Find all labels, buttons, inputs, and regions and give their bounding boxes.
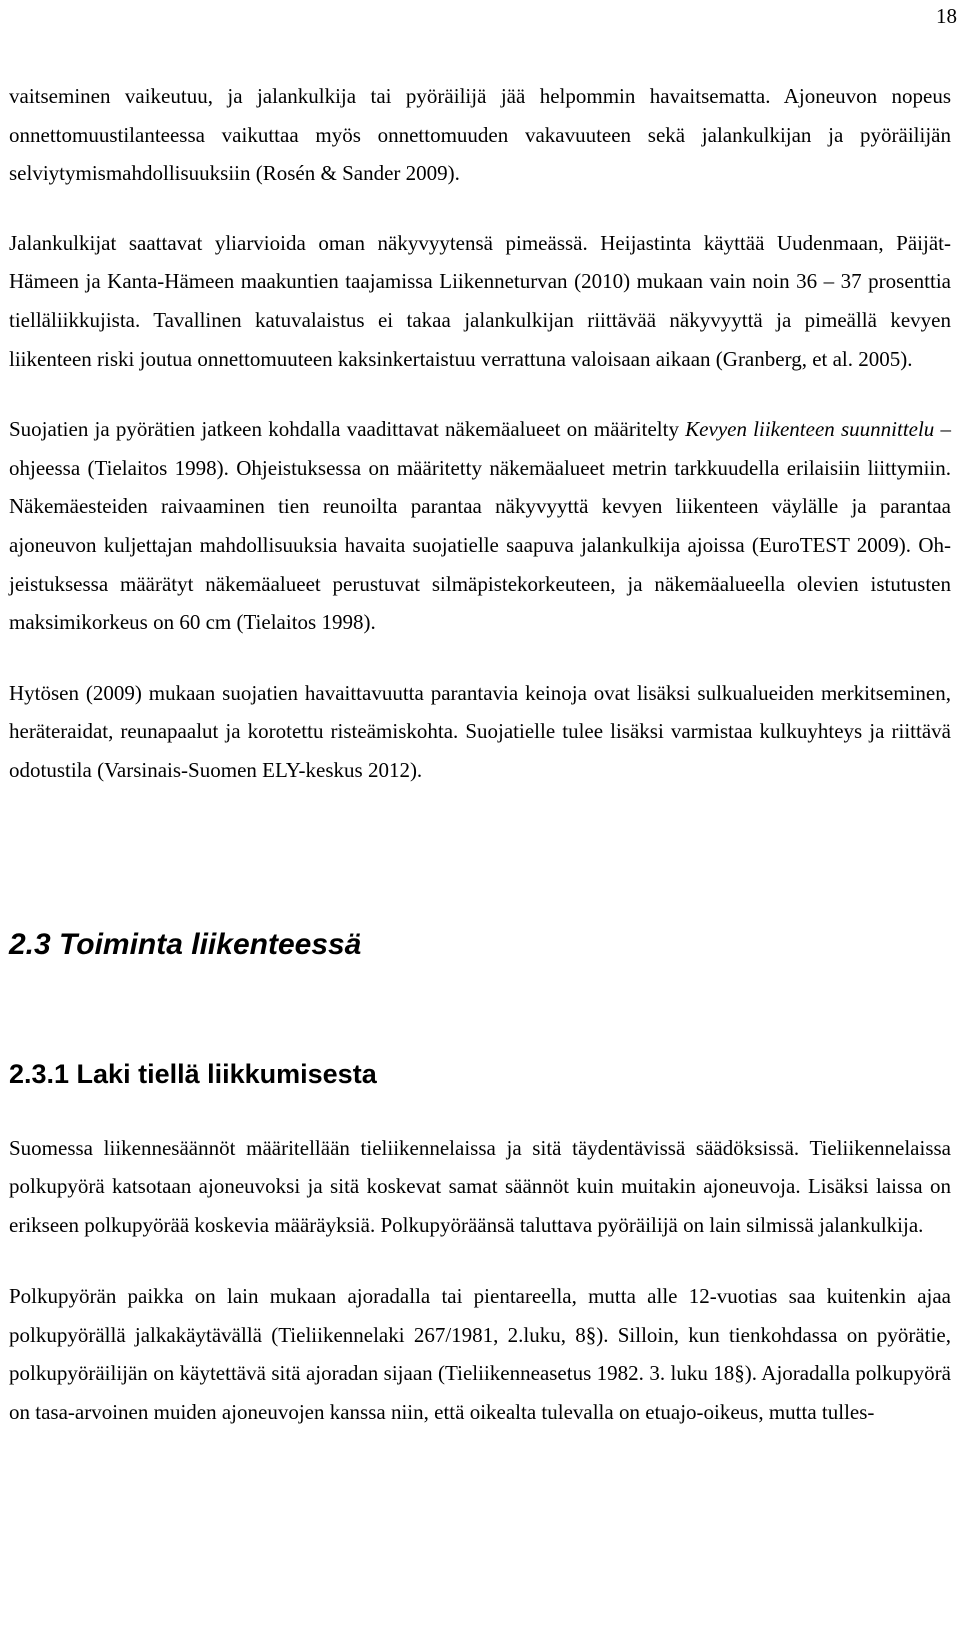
body-paragraph-3: [9, 410, 951, 642]
page-number: 18: [936, 4, 957, 28]
subsection-heading: 2.3.1 Laki tiellä liikkumisesta: [9, 1058, 377, 1089]
guideline-title-italic: Kevyen liikenteen suunnittelu: [685, 417, 935, 442]
body-paragraph-5: Suomessa liikennesäännöt määritellään tieliikennelaissa ja sitä täydentävissä säädöksissä. Tieliikennelaissa polkupyörä katsotaan ajoneuvoksi ja sitä koskevat samat säännöt kuin muitakin ajoneuvoja. Lisäksi laissa on erikseen polkupyörää koskevia määräyksiä. Polkupyöräänsä taluttava pyöräilijä on lain silmissä jalankulkija.: [9, 1135, 951, 1237]
paragraph-3-text-start: Suojatien ja pyörätien jatkeen kohdalla vaadittavat näkemäalueet on määritelty: [9, 417, 686, 442]
paragraph-3-text-end: –ohjeessa (Tielaitos 1998). Ohjeistuksessa on määritetty näkemäalueet metrin tarkkuudella erilaisiin liittymiin. Näkemäesteiden raivaaminen tien reunoilta parantaa näkyvyyttä kevyen liikenteen väylälle ja parantaa ajoneuvon kuljettajan mahdollisuuksia havaita suojatielle saapuva jalankulkija ajoissa (EuroTEST 2009). Ohjeistuksessa määrätyt näkemäalueet perustuvat silmäpistekorkeuteen, ja näkemäalueella olevien istutusten maksimikorkeus on 60 cm (Tielaitos 1998).: [9, 417, 952, 635]
body-paragraph-1: vaitseminen vaikeutuu, ja jalankulkija tai pyöräilijä jää helpommin havaitsematta. Ajoneuvon nopeus onnettomuustilanteessa vaikuttaa myös onnettomuuden vakavuuteen sekä jalankulkijan ja pyöräilijän selviytymismahdollisuuksiin (Rosén & Sander 2009).: [9, 84, 951, 186]
body-paragraph-6: Polkupyörän paikka on lain mukaan ajoradalla tai pientareella, mutta alle 12-vuotias saa kuitenkin ajaa polkupyörällä jalkakäytävällä (Tieliikennelaki 267/1981, 2.luku, 8§). Silloin, kun tienkohdassa on pyörätie, polkupyöräilijän on käytettävä sitä ajoradan sijaan (Tieliikenneasetus 1982. 3. luku 18§). Ajoradalla polkupyörä on tasa-arvoinen muiden ajoneuvojen kanssa niin, että oikealta tulevalla on etuajo-oikeus, mutta tulles-: [9, 1284, 951, 1425]
page-body: [9, 77, 951, 1432]
section-heading: 2.3 Toiminta liikenteessä: [9, 927, 362, 961]
body-paragraph-2: Jalankulkijat saattavat yliarvioida oman näkyvyytensä pimeässä. Heijastinta käyttää Uudenmaan, Päijät-Hämeen ja Kanta-Hämeen maakuntien taajamissa Liikenneturvan (2010) mukaan vain noin 36 – 37 prosenttia tielläliikkujista. Tavallinen katuvalaistus ei takaa jalankulkijan riittävää näkyvyyttä ja pimeällä kevyen liikenteen riski joutua onnettomuuteen kaksinkertaistuu verrattuna valoisaan aikaan (Granberg, et al. 2005).: [9, 230, 951, 371]
body-paragraph-4: Hytösen (2009) mukaan suojatien havaittavuutta parantavia keinoja ovat lisäksi sulkualueiden merkitseminen, heräteraidat, reunapaalut ja korotettu risteämiskohta. Suojatielle tulee lisäksi varmistaa kulkuyhteys ja riittävä odotustila (Varsinais-Suomen ELY-keskus 2012).: [9, 680, 951, 782]
